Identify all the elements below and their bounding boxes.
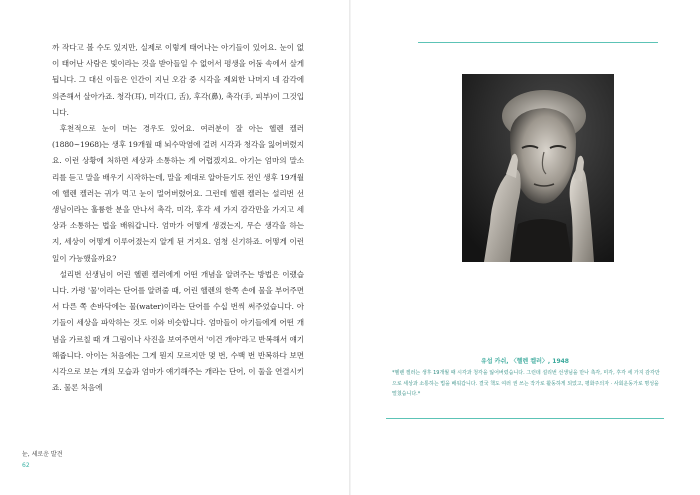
- page-number: 62: [22, 462, 30, 469]
- bottom-rule: [386, 418, 664, 419]
- left-page-body: [52, 40, 304, 396]
- top-rule: [418, 42, 658, 43]
- caption-text: *헬렌 켈러는 생후 19개월 때 시각과 청각을 잃어버렸습니다. 그런데 설리번 선생님을 만나 촉각, 미각, 후각 세 가지 감각만으로 세상과 소통하는 법을 배워갑니다. 결국 책도 여러 권 쓰는 작가로 활동하게 되었고, 평화주의자 · 사회운동가로 명성을 떨쳤습니다.*: [392, 370, 660, 397]
- paragraph: 후천적으로 눈이 머는 경우도 있어요. 여러분이 잘 아는 헬렌 켈러(1880~1968)는 생후 19개월 때 뇌수막염에 걸려 시각과 청각을 잃어버렸지요. 이런 상황에 처하면 세상과 소통하는 게 어렵겠지요. 아기는 엄마의 말소리를 듣고 말을 배우기 시작하는데, 말을 제대로 알아듣기도 전인 생후 19개월에 헬렌 켈러는 귀가 먹고 눈이 멀어버렸어요. 그런데 헬렌 켈러는 설리번 선생님이라는 훌륭한 분을 만나서 촉각, 미각, 후각 세 가지 감각만을 가지고 세상과 소통하는 법을 배워갑니다. 엄마가 어떻게 생겼는지, 무슨 생각을 하는지, 세상이 어떻게 이루어졌는지 알게 된 거지요. 엄청 신기하죠. 어떻게 이런 일이 가능했을까요?: [52, 124, 304, 263]
- running-footer-title: 눈, 세로운 발견: [22, 451, 63, 458]
- portrait-photo: [462, 74, 614, 262]
- page-gutter: [349, 0, 351, 495]
- paragraph: 설리번 선생님이 어린 헬렌 켈러에게 어떤 개념을 알려주는 방법은 이랬습니다. 가령 '물'이라는 단어를 알려줄 때, 어린 헬렌의 한쪽 손에 물을 부어주면서 다른 쪽 손바닥에는 물(water)이라는 단어를 수십 번씩 써주었습니다. 아기들이 세상을 파악하는 것도 이와 비슷합니다. 엄마들이 아기들에게 어떤 개념을 가르칠 때 개 그림이나 사진을 보여주면서 '이건 개야'라고 반복해서 얘기해줍니다. 아이는 처음에는 그게 뭔지 모르지만 몇 번, 수백 번 반복하다 보면 시각으로 보는 개의 모습과 엄마가 얘기해주는 개라는 단어, 이 둘을 연결시키죠. 물론 처음에: [52, 269, 304, 393]
- paragraph: 까 작다고 볼 수도 있지만, 실제로 이렇게 태어나는 아기들이 있어요. 눈이 없이 태어난 사람은 빛이라는 것을 받아들일 수 없어서 평생을 어둠 속에서 살게 됩니다. 그 대신 이들은 인간이 지닌 오감 중 시각을 제외한 나머지 네 감각에 의존해서 살아가죠. 청각(耳), 미각(口, 舌), 후각(鼻), 촉각(手, 피부)이 그것입니다.: [52, 43, 304, 117]
- caption-title: 유섭 카쉬, 〈헬렌 켈러〉, 1948: [481, 358, 569, 365]
- portrait-image: [462, 74, 614, 262]
